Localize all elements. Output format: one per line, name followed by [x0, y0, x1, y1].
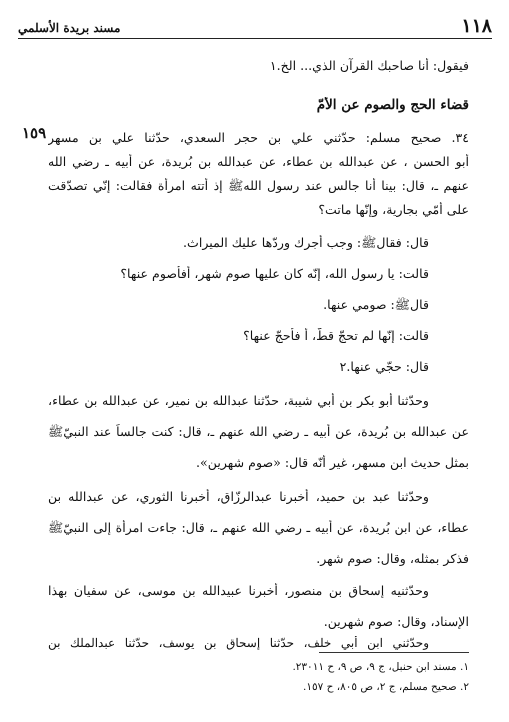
text-line: قالت: إنّها لم تحجّ قطّ، أ فأحجّ عنها؟: [243, 328, 429, 343]
text-line: بمثل حديث ابن مسهر، غير أنّه قال: «صوم شهرين».: [196, 455, 469, 470]
text-line: قال: فقالﷺ: وجب أجرك وردّها عليك الميراث.: [182, 235, 429, 250]
text-line: قال: حجّي عنها.٢: [339, 359, 429, 374]
text-line: على أمّي بجارية، وإنّها ماتت؟: [318, 202, 469, 217]
text-line: وحدّثنيه إسحاق بن منصور، أخبرنا عبيدالله بن موسى، عن سفيان بهذا: [48, 583, 429, 598]
page-header: [18, 8, 492, 39]
footnote-divider: [319, 652, 469, 653]
text-line: فذكر بمثله، وقال: صوم شهر.: [316, 551, 469, 566]
text-line: عطاء، عن ابن بُريدة، عن أبيه ـ رضي الله عنهم ـ، قال: جاءت امرأة إلى النبيّﷺ: [48, 520, 469, 535]
footnote: ٢. صحيح مسلم، ج ٢، ص ٨٠٥، ح ١٥٧.: [302, 681, 469, 693]
hadith-number: ١٥٩: [22, 124, 47, 142]
text-line: فيقول: أنا صاحبك القرآن الذي... الخ.١: [269, 58, 469, 73]
text-line: أبو الحسن ، عن عبدالله بن عطاء، عن عبدالله بن بُريدة، عن أبيه ـ رضي الله: [48, 154, 469, 169]
text-line: عن عبدالله بن بُريدة، عن أبيه ـ رضي الله عنهم ـ، قال: كنت جالساً عند النبيّﷺ: [48, 424, 469, 439]
text-line: وحدّثنا أبو بكر بن أبي شيبة، حدّثنا عبدالله بن نمير، عن عبدالله بن عطاء،: [48, 393, 429, 408]
section-heading: قضاء الحج والصوم عن الأمّ: [316, 97, 469, 113]
page-number: ١١٨: [461, 15, 492, 37]
running-title: مسند بريدة الأسلمي: [18, 21, 121, 35]
text-line: قالﷺ: صومي عنها.: [323, 297, 429, 312]
text-line: وحدّثني ابن أبي خلف، حدّثنا إسحاق بن يوسف، حدّثنا عبدالملك بن: [48, 636, 429, 650]
text-line: ٣٤. صحيح مسلم: حدّثني علي بن حجر السعدي، حدّثنا علي بن مسهر: [48, 130, 469, 145]
text-line: قالت: يا رسول الله، إنّه كان عليها صوم شهر، أفأصوم عنها؟: [120, 266, 429, 281]
text-line: وحدّثنا عبد بن حميد، أخبرنا عبدالرزّاق، أخبرنا الثوري، عن عبدالله بن: [48, 489, 429, 504]
footnote: ١. مسند ابن حنبل، ج ٩، ص ٩، ح ٢٣٠١١.: [292, 661, 469, 673]
text-line: الإسناد، وقال: صوم شهرين.: [323, 614, 469, 629]
text-line: عنهم ـ، قال: بينا أنا جالس عند رسول اللهﷺ إذ أتته امرأة فقالت: إنّي تصدّقت: [48, 178, 469, 193]
